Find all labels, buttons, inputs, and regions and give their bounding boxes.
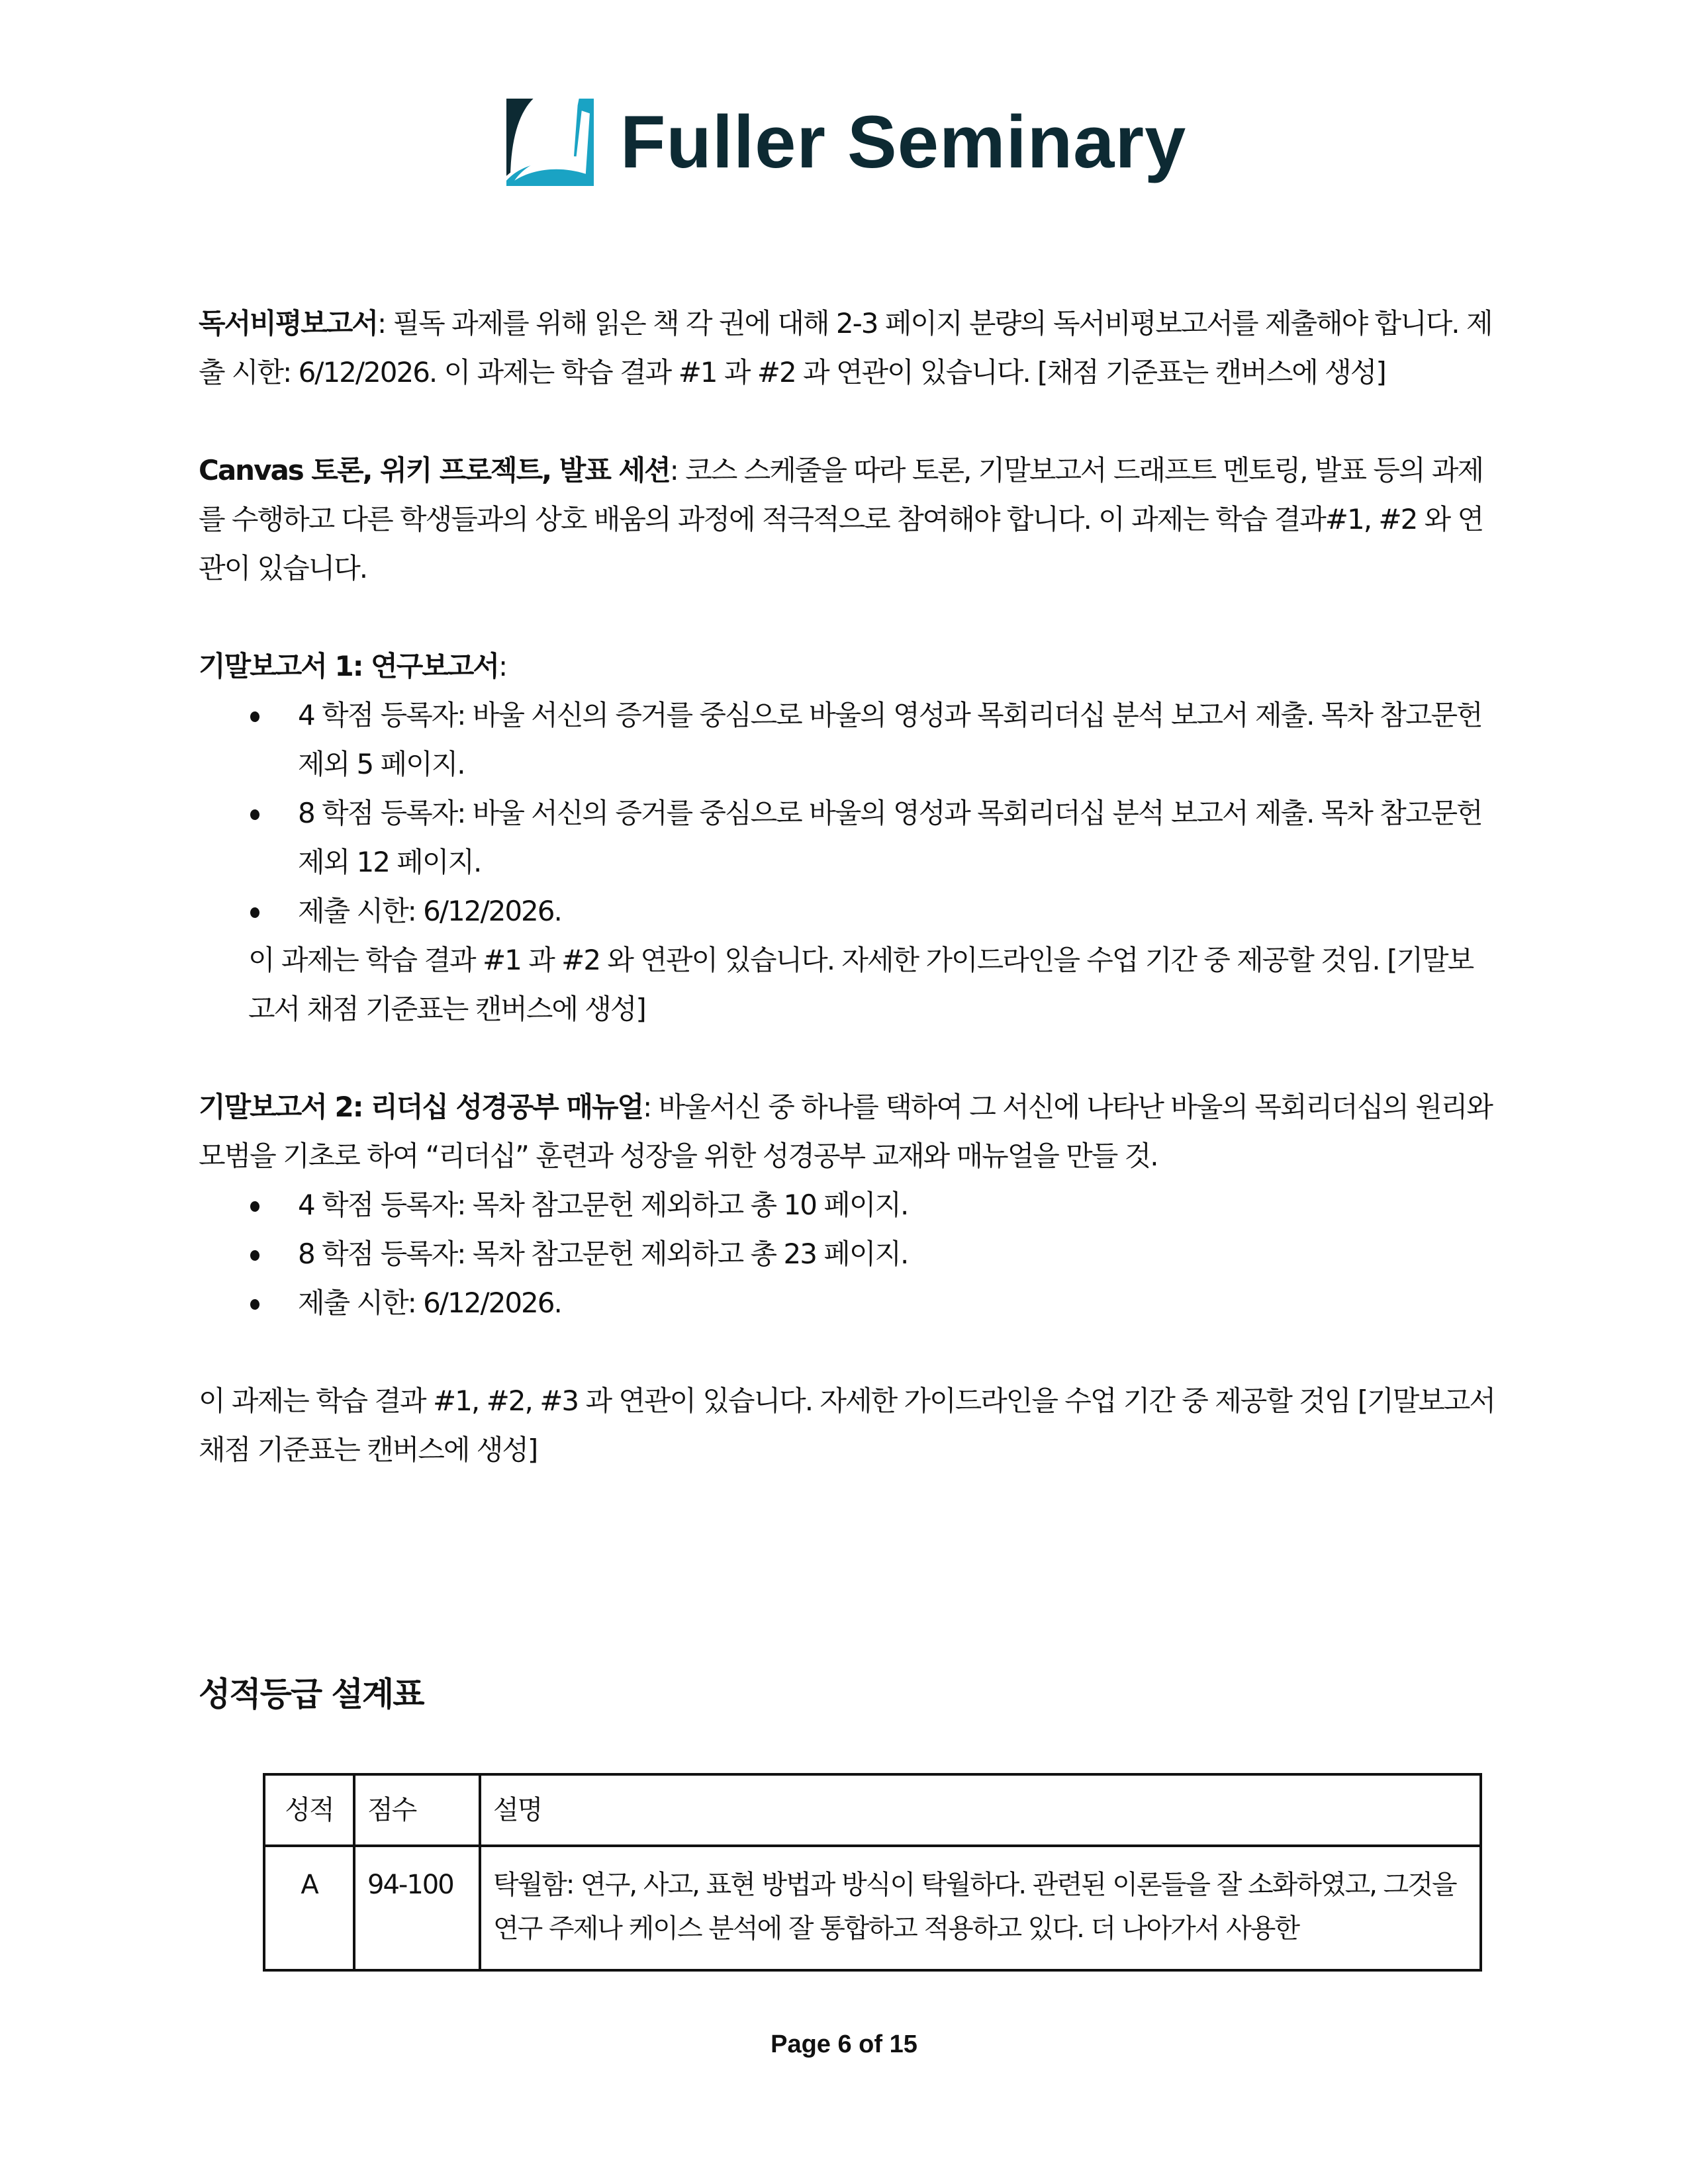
canvas-paragraph [199, 446, 1496, 593]
grade-table-title: 성적등급 설계표 [199, 1675, 424, 1713]
final-report-1-title: 기말보고서 1: 연구보고서 [199, 650, 498, 682]
logo-wordmark: Fuller Seminary [620, 101, 1187, 183]
book-review-title: 독서비평보고서 [199, 307, 378, 340]
final-report-1-note: 이 과제는 학습 결과 #1 과 #2 와 연관이 있습니다. 자세한 가이드라인을 수업 기간 중 제공할 것임. [기말보고서 채점 기준표는 캔버스에 생성] [248, 944, 1474, 1025]
cell-description: 탁월함: 연구, 사고, 표현 방법과 방식이 탁월하다. 관련된 이론들을 잘 소화하였고, 그것을 연구 주제나 케이스 분석에 잘 통합하고 적용하고 있다. 더 나아가서 사용한 [480, 1846, 1481, 1970]
final-report-2-list [199, 1181, 1496, 1328]
final-report-1-colon: : [498, 650, 507, 682]
book-review-text: : 필독 과제를 위해 읽은 책 각 권에 대해 2-3 페이지 분량의 독서비평보고서를 제출해야 합니다. 제출 시한: 6/12/2026. 이 과제는 학습 결과 #1 과 #2 과 연관이 있습니다. [채점 기준표는 캔버스에 생성] [199, 307, 1492, 388]
document-body [199, 299, 1496, 1524]
final-report-1-list [199, 691, 1496, 936]
header-score: 점수 [354, 1774, 480, 1846]
table-header-row [264, 1774, 1481, 1846]
final-report-1-section [199, 642, 1496, 1034]
final-report-2-text: : 바울서신 중 하나를 택하여 그 서신에 나타난 바울의 목회리더십의 원리와 모범을 기초로 하여 “리더십” 훈련과 성장을 위한 성경공부 교재와 매뉴얼을 만들 것. [199, 1091, 1492, 1172]
table-row [264, 1846, 1481, 1970]
fuller-seminary-logo [506, 93, 1186, 192]
list-item: 제출 시한: 6/12/2026. [199, 1279, 1496, 1328]
list-item: 제출 시한: 6/12/2026. [199, 887, 1496, 936]
final-report-2-title: 기말보고서 2: 리더십 성경공부 매뉴얼 [199, 1091, 643, 1123]
header-description: 설명 [480, 1774, 1481, 1846]
list-item: 8 학점 등록자: 바울 서신의 증거를 중심으로 바울의 영성과 목회리더십 분석 보고서 제출. 목차 참고문헌 제외 12 페이지. [199, 789, 1496, 887]
open-book-logo-icon [506, 99, 594, 186]
book-review-paragraph [199, 299, 1496, 397]
closing-note: 이 과제는 학습 결과 #1, #2, #3 과 연관이 있습니다. 자세한 가이드라인을 수업 기간 중 제공할 것임 [기말보고서 채점 기준표는 캔버스에 생성] [199, 1385, 1495, 1466]
cell-score: 94-100 [354, 1846, 480, 1970]
canvas-text: : 코스 스케줄을 따라 토론, 기말보고서 드래프트 멘토링, 발표 등의 과제를 수행하고 다른 학생들과의 상호 배움의 과정에 적극적으로 참여해야 합니다. 이 과제는 학습 결과#1, #2 와 연관이 있습니다. [199, 454, 1483, 584]
header-grade: 성적 [264, 1774, 354, 1846]
final-report-2-section [199, 1083, 1496, 1328]
cell-grade: A [264, 1846, 354, 1970]
list-item: 4 학점 등록자: 바울 서신의 증거를 중심으로 바울의 영성과 목회리더십 분석 보고서 제출. 목차 참고문헌 제외 5 페이지. [199, 691, 1496, 789]
page-number: Page 6 of 15 [771, 2030, 917, 2058]
list-item: 8 학점 등록자: 목차 참고문헌 제외하고 총 23 페이지. [199, 1230, 1496, 1279]
canvas-title: Canvas 토론, 위키 프로젝트, 발표 세션 [199, 454, 670, 486]
list-item: 4 학점 등록자: 목차 참고문헌 제외하고 총 10 페이지. [199, 1181, 1496, 1230]
grade-table [263, 1773, 1482, 1972]
